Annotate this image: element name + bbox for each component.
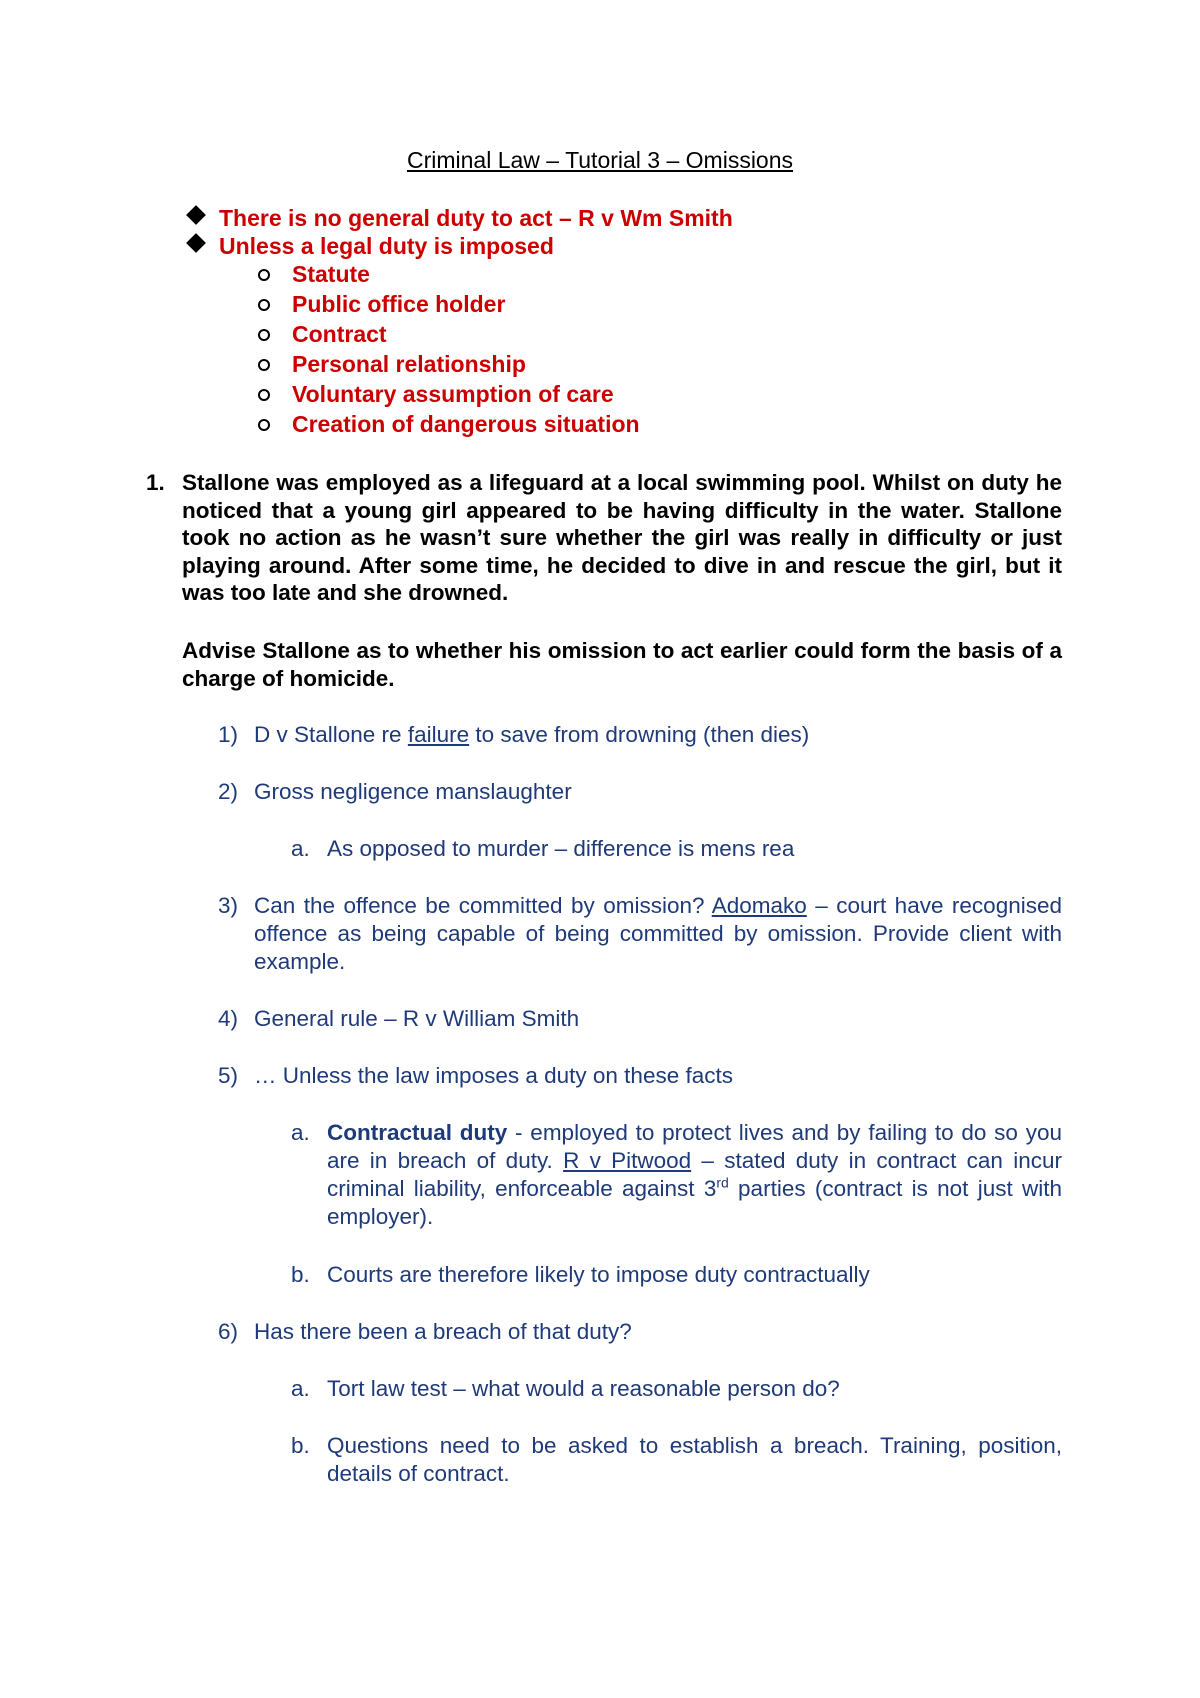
answer-5a xyxy=(327,1119,1062,1231)
sub-bullet-public-office: Public office holder xyxy=(292,291,506,317)
contractual-duty-label: Contractual duty xyxy=(327,1120,508,1145)
answer-letter: b. xyxy=(291,1433,310,1458)
answer-3 xyxy=(254,892,1062,976)
circle-bullet-icon xyxy=(258,419,270,431)
circle-bullet-icon xyxy=(258,269,270,281)
answer-5a-text-mid: – stated duty in contract can incur criminal liability, enforceable against 3 xyxy=(327,1148,1062,1201)
page-title: Criminal Law – Tutorial 3 – Omissions xyxy=(406,147,794,173)
answer-5a-text-end: parties (contract is not just with employer). xyxy=(327,1176,1062,1229)
sub-bullet-dangerous-situation: Creation of dangerous situation xyxy=(292,411,640,437)
sub-bullet-statute: Statute xyxy=(292,261,370,287)
answer-letter: b. xyxy=(291,1262,310,1287)
answer-3-text-end: – court have recognised offence as being capable of being committed by omission. Provide client with example. xyxy=(254,893,1062,974)
answer-3-text: Can the offence be committed by omission? xyxy=(254,893,712,918)
answer-1 xyxy=(254,721,1062,749)
answer-number: 2) xyxy=(218,779,239,804)
answer-1-text-end: to save from drowning (then dies) xyxy=(469,722,810,747)
answer-2a: As opposed to murder – difference is mens rea xyxy=(327,836,795,861)
answer-number: 4) xyxy=(218,1006,239,1031)
sub-bullet-contract: Contract xyxy=(292,321,387,347)
question-text: Stallone was employed as a lifeguard at a local swimming pool. Whilst on duty he noticed that a young girl appeared to be having difficulty in the water. Stallone took no action as he wasn’t sure whether the girl was really in difficulty or just playing around. After some time, he decided to dive in and rescue the girl, but it was too late and she drowned. xyxy=(182,470,1062,605)
answer-5: … Unless the law imposes a duty on these facts xyxy=(254,1063,733,1088)
circle-bullet-icon xyxy=(258,389,270,401)
answer-6b: Questions need to be asked to establish a breach. Training, position, details of contract. xyxy=(327,1433,1062,1486)
sub-bullet-personal-relationship: Personal relationship xyxy=(292,351,526,377)
ordinal-suffix: rd xyxy=(716,1174,729,1191)
sub-bullet-voluntary-care: Voluntary assumption of care xyxy=(292,381,614,407)
answer-letter: a. xyxy=(291,836,310,861)
answer-5a-text: - employed to protect lives and by failing to do so you are in breach of duty. xyxy=(327,1120,1062,1173)
answer-number: 5) xyxy=(218,1063,239,1088)
circle-bullet-icon xyxy=(258,359,270,371)
bullet-legal-duty: Unless a legal duty is imposed xyxy=(219,233,554,259)
answer-2: Gross negligence manslaughter xyxy=(254,779,572,804)
answer-6a: Tort law test – what would a reasonable person do? xyxy=(327,1376,840,1401)
answer-6: Has there been a breach of that duty? xyxy=(254,1319,632,1344)
answer-number: 1) xyxy=(218,722,239,747)
pitwood-link[interactable]: R v Pitwood xyxy=(563,1148,692,1173)
answer-1-text: D v Stallone re xyxy=(254,722,408,747)
answer-number: 3) xyxy=(218,893,239,918)
circle-bullet-icon xyxy=(258,299,270,311)
adomako-link[interactable]: Adomako xyxy=(711,893,807,918)
answer-4: General rule – R v William Smith xyxy=(254,1006,580,1031)
answer-number: 6) xyxy=(218,1319,239,1344)
bullet-no-general-duty: There is no general duty to act – R v Wm Smith xyxy=(219,205,733,231)
question-instruction: Advise Stallone as to whether his omission to act earlier could form the basis of a charge of homicide. xyxy=(182,638,1062,691)
diamond-bullet-icon xyxy=(186,205,206,225)
diamond-bullet-icon xyxy=(186,233,206,253)
answer-5b: Courts are therefore likely to impose duty contractually xyxy=(327,1262,870,1287)
circle-bullet-icon xyxy=(258,329,270,341)
answer-letter: a. xyxy=(291,1120,310,1145)
failure-link[interactable]: failure xyxy=(407,722,470,747)
question-number: 1. xyxy=(146,470,165,495)
answer-letter: a. xyxy=(291,1376,310,1401)
